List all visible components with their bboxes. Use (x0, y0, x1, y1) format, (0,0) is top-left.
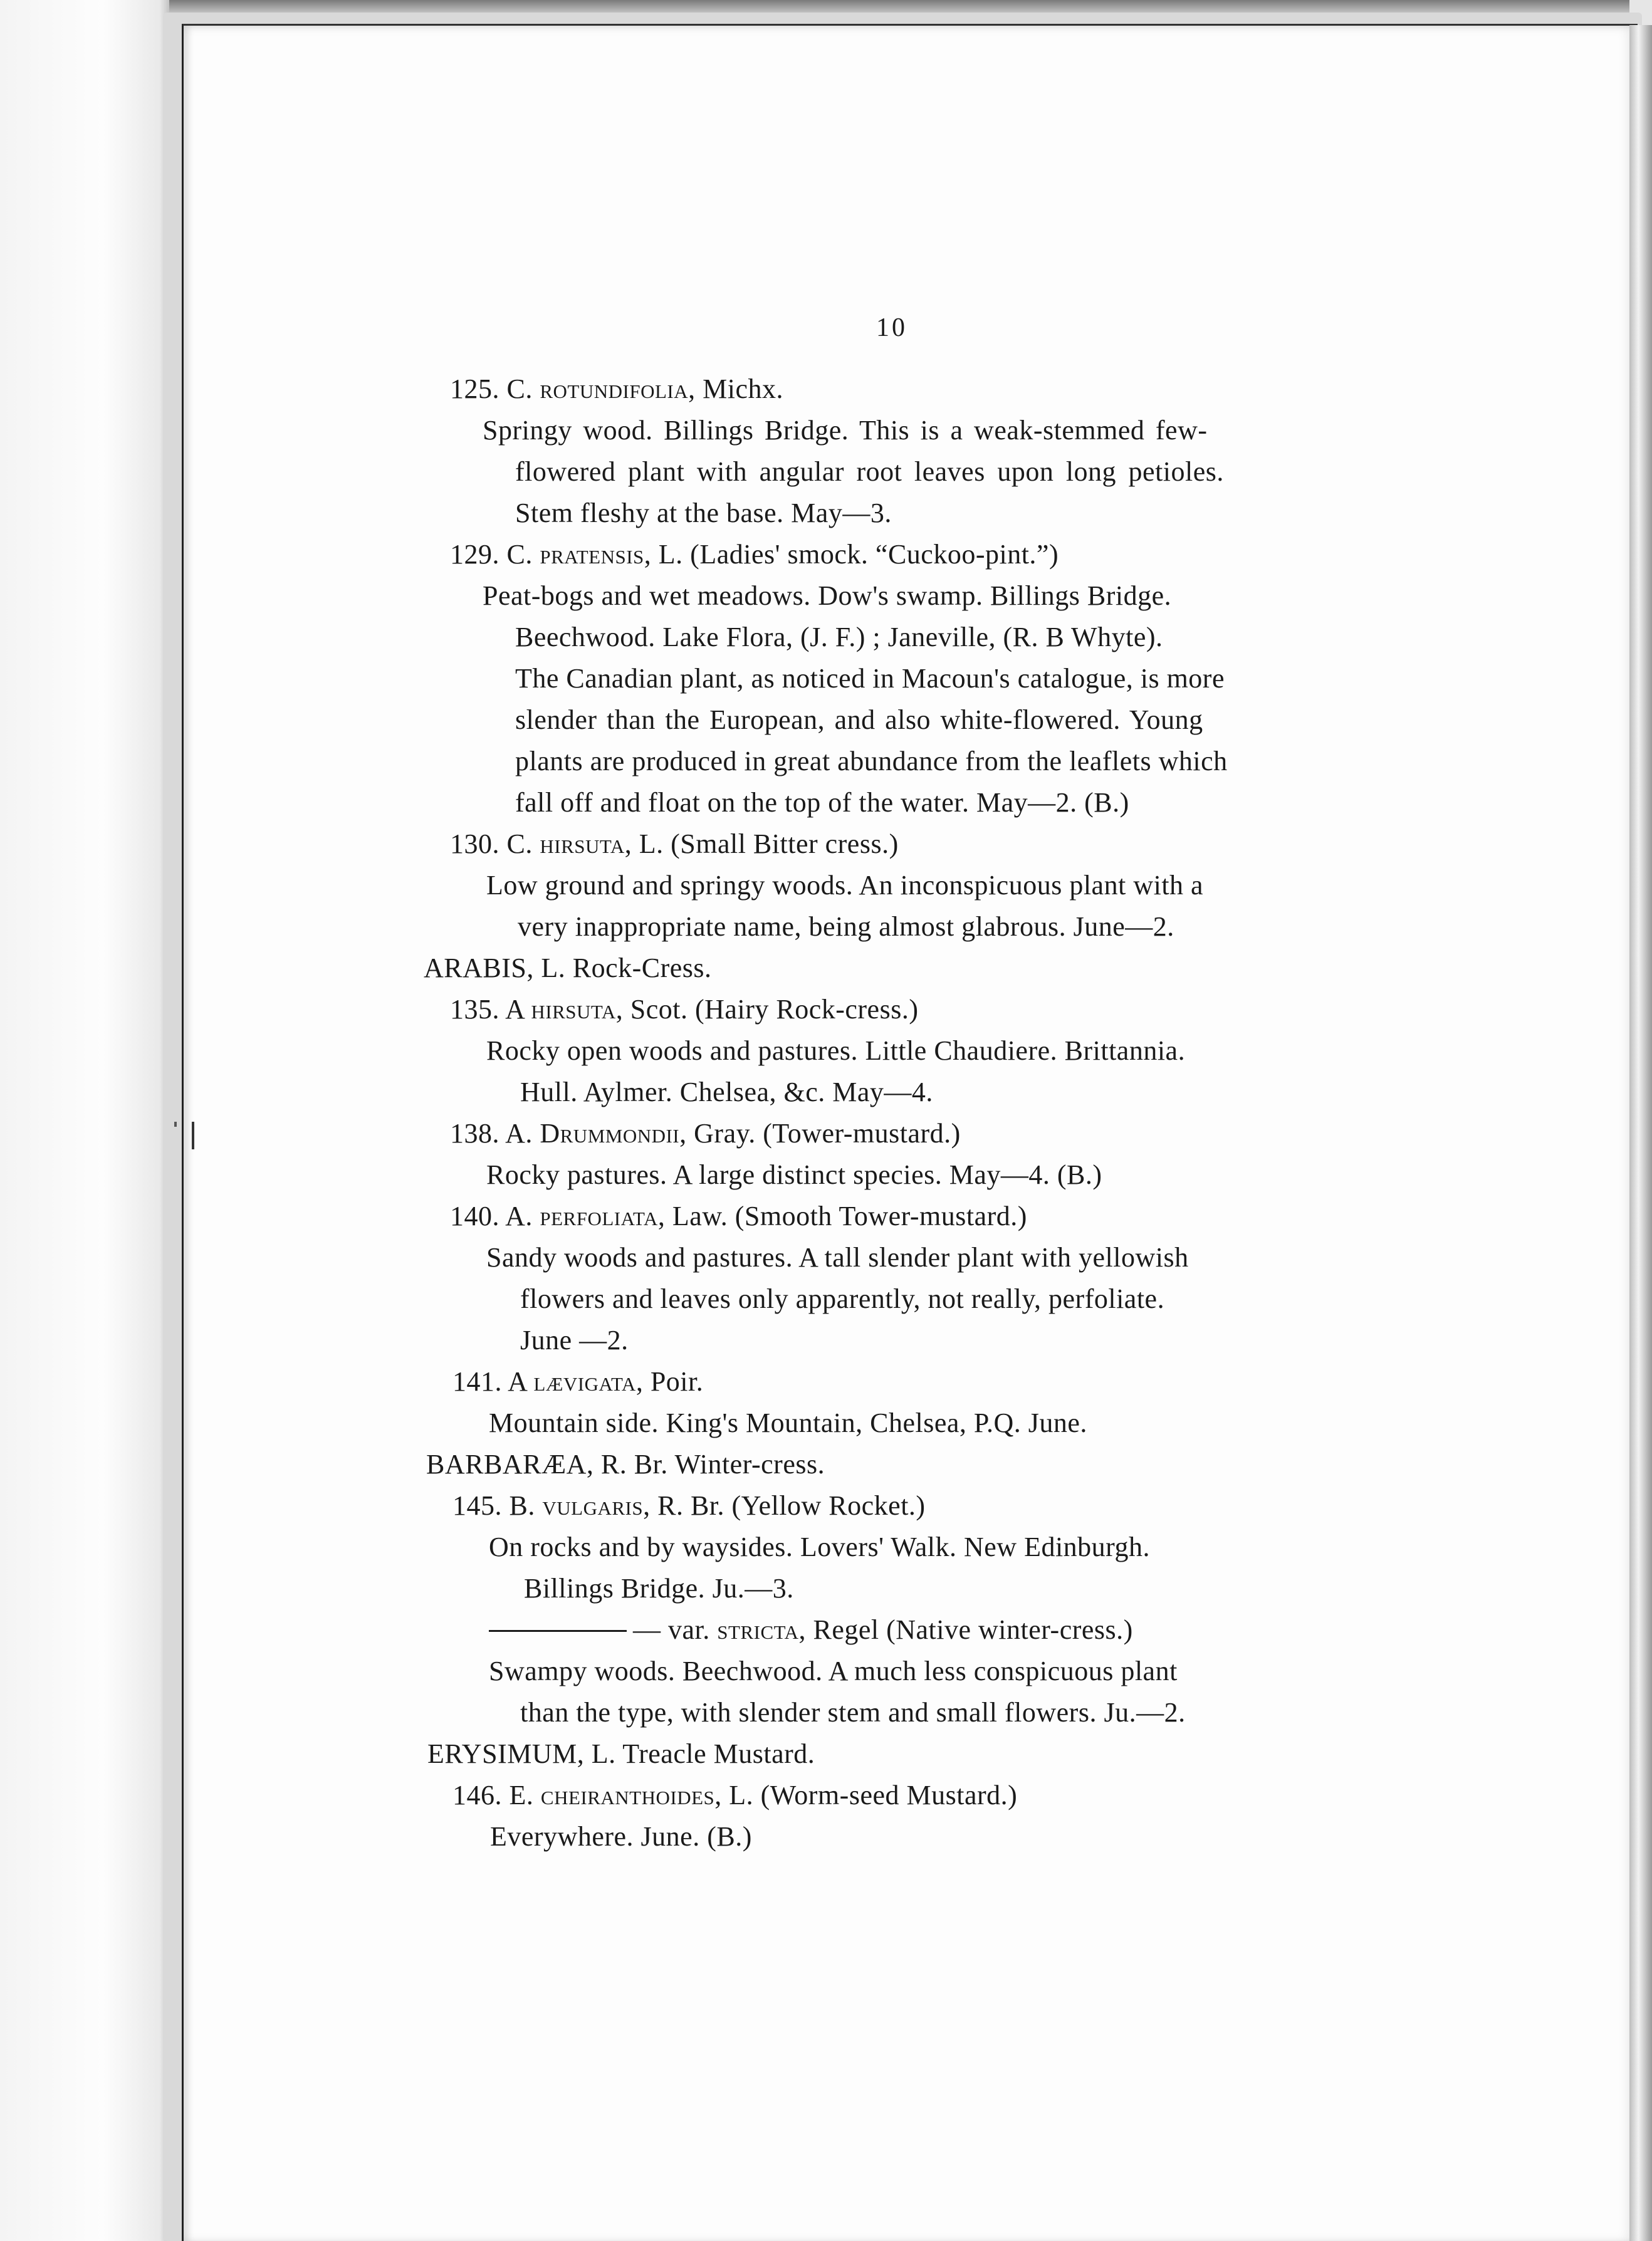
species-name: stricta (717, 1614, 799, 1645)
species-name: hirsuta (531, 994, 616, 1025)
entry-number: 129. C. (450, 539, 540, 570)
description-line: Peat-bogs and wet meadows. Dow's swamp. Billings Bridge. (483, 580, 1172, 611)
description-line: Sandy woods and pastures. A tall slender plant with yellowish (486, 1242, 1189, 1273)
description-line: plants are produced in great abundance from the leaflets which (515, 746, 1228, 776)
entry-rest: , Gray. (Tower-mustard.) (679, 1118, 961, 1149)
entry-rest: , Poir. (635, 1366, 704, 1397)
description-line: Rocky pastures. A large distinct species. May—4. (B.) (486, 1159, 1102, 1190)
species-entry-129 (450, 534, 1059, 575)
right-page-edge (1629, 25, 1652, 2241)
entry-rest: , Scot. (Hairy Rock-cress.) (615, 994, 919, 1025)
entry-number: — var. (633, 1614, 718, 1645)
description-line: Rocky open woods and pastures. Little Chaudiere. Brittannia. (486, 1035, 1186, 1066)
entry-number: 130. C. (450, 828, 540, 859)
entry-rest: , Regel (Native winter-cress.) (798, 1614, 1133, 1645)
description-line: Springy wood. Billings Bridge. This is a weak-stemmed few- (483, 415, 1208, 446)
species-entry-146 (452, 1775, 1017, 1816)
entry-number: 135. A (450, 994, 531, 1025)
description-line: Beechwood. Lake Flora, (J. F.) ; Janeville, (R. B Whyte). (515, 622, 1163, 652)
entry-number: 146. E. (452, 1780, 541, 1810)
genus-heading-erysimum: ERYSIMUM, L. Treacle Mustard. (427, 1738, 815, 1769)
description-line: than the type, with slender stem and small flowers. Ju.—2. (520, 1697, 1186, 1728)
species-name: hirsuta (540, 828, 625, 859)
entry-number: 138. A. (450, 1118, 540, 1149)
species-name: cheiranthoides (540, 1780, 715, 1810)
genus-heading-barbaraea: BARBARÆA, R. Br. Winter-cress. (426, 1449, 825, 1480)
description-line: On rocks and by waysides. Lovers' Walk. New Edinburgh. (489, 1532, 1151, 1562)
description-line: Swampy woods. Beechwood. A much less conspicuous plant (489, 1656, 1178, 1686)
species-name: vulgaris (542, 1490, 644, 1521)
entry-number: 145. B. (452, 1490, 543, 1521)
species-name: pratensis (540, 539, 644, 570)
description-line: The Canadian plant, as noticed in Macoun's catalogue, is more (515, 663, 1225, 694)
entry-rest: , L. (Small Bitter cress.) (624, 828, 899, 859)
species-name: rotundifolia (540, 374, 689, 404)
ditto-rule (489, 1630, 627, 1632)
entry-rest: , R. Br. (Yellow Rocket.) (643, 1490, 926, 1521)
description-line: slender than the European, and also white-flowered. Young (515, 704, 1203, 735)
species-entry-125 (450, 368, 783, 410)
description-line: Mountain side. King's Mountain, Chelsea, P.Q. June. (489, 1408, 1087, 1438)
species-name: perfoliata (540, 1201, 658, 1231)
description-line: Low ground and springy woods. An inconspicuous plant with a (486, 870, 1204, 901)
description-line: Everywhere. June. (B.) (490, 1821, 752, 1852)
description-line: June —2. (520, 1325, 629, 1356)
description-line: very inappropriate name, being almost glabrous. June—2. (518, 911, 1174, 942)
entry-rest: , L. (Ladies' smock. “Cuckoo-pint.”) (644, 539, 1059, 570)
entry-number: 141. A (452, 1366, 534, 1397)
entry-number: 125. C. (450, 374, 540, 404)
species-entry-140 (450, 1196, 1027, 1237)
entry-rest: , Law. (Smooth Tower-mustard.) (657, 1201, 1027, 1231)
description-line: Hull. Aylmer. Chelsea, &c. May—4. (520, 1077, 933, 1107)
description-line: Stem fleshy at the base. May—3. (515, 498, 892, 528)
description-line: flowers and leaves only apparently, not really, perfoliate. (520, 1283, 1165, 1314)
entry-number: 140. A. (450, 1201, 540, 1231)
entry-rest: , L. (Worm-seed Mustard.) (714, 1780, 1018, 1810)
species-entry-130 (450, 823, 899, 865)
species-name: Drummondii (540, 1118, 680, 1149)
margin-mark (174, 1122, 177, 1127)
entry-rest: , Michx. (688, 374, 784, 404)
species-entry-138 (450, 1113, 961, 1154)
facing-page-edge (0, 0, 188, 2241)
species-entry-145 (452, 1485, 926, 1527)
description-line: flowered plant with angular root leaves upon long petioles. (515, 456, 1224, 487)
species-name: lævigata (533, 1366, 636, 1397)
species-entry-135 (450, 989, 918, 1030)
page-number: 10 (876, 313, 907, 342)
description-line: fall off and float on the top of the water. May—2. (B.) (515, 787, 1129, 818)
genus-heading-arabis: ARABIS, L. Rock-Cress. (424, 953, 712, 983)
variety-entry-stricta (489, 1609, 1133, 1651)
species-entry-141 (452, 1361, 703, 1403)
margin-mark (192, 1122, 194, 1149)
description-line: Billings Bridge. Ju.—3. (524, 1573, 794, 1604)
